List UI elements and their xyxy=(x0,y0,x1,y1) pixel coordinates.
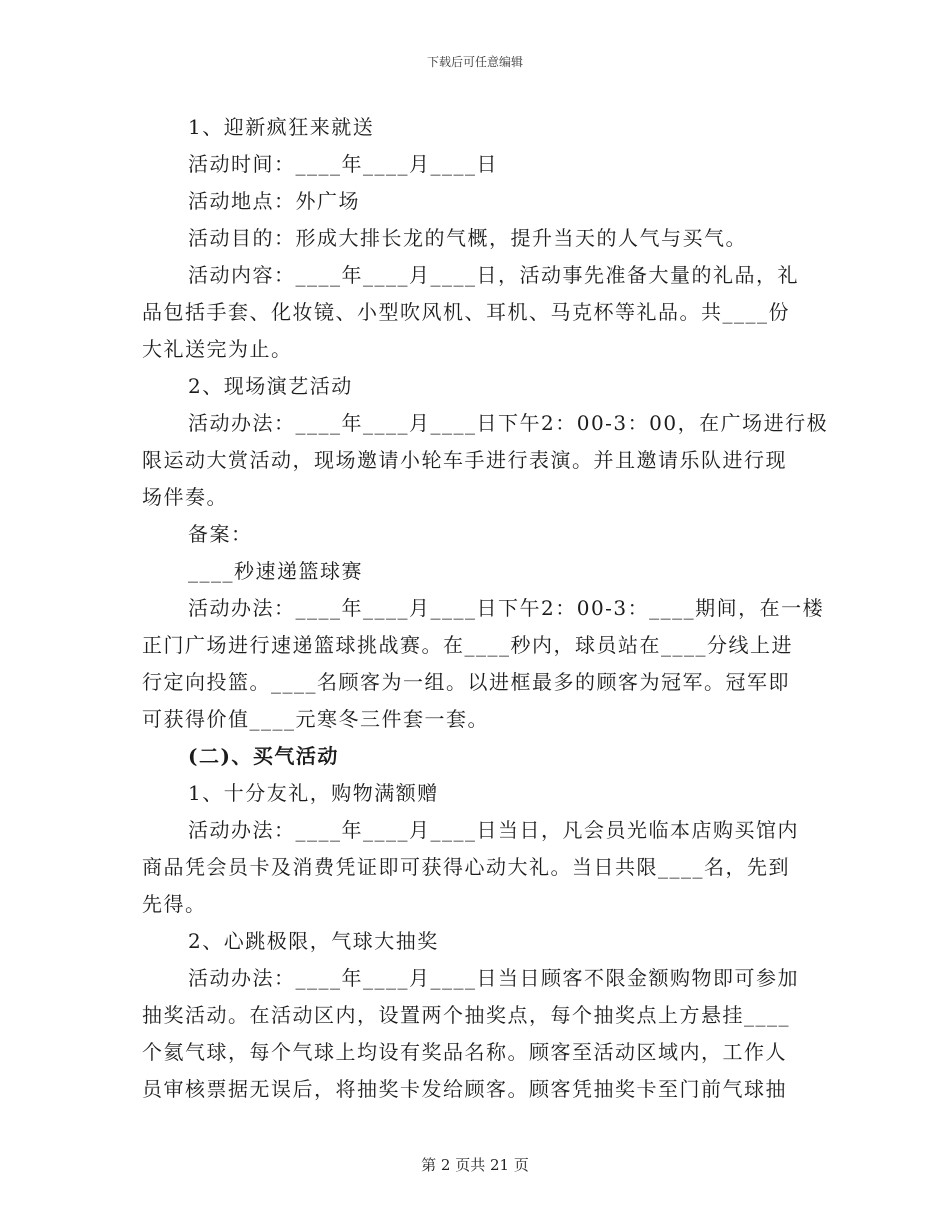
text-line: 活动目的：形成大排长龙的气概，提升当天的人气与买气。 xyxy=(188,226,747,250)
text-line: 商品凭会员卡及消费凭证即可获得心动大礼。当日共限____名，先到 xyxy=(142,855,790,879)
text-line: 2、心跳极限，气球大抽奖 xyxy=(188,929,439,953)
text-line: 品包括手套、化妆镜、小型吹风机、耳机、马克杯等礼品。共____份 xyxy=(142,300,790,324)
activity-method xyxy=(142,405,842,516)
text-line: 先得。 xyxy=(142,892,207,916)
backup-title xyxy=(142,553,842,590)
activity-method xyxy=(142,960,842,1108)
text-line: 限运动大赏活动，现场邀请小轮车手进行表演。并且邀请乐队进行现 xyxy=(142,448,787,472)
text-line: 1、十分友礼，购物满额赠 xyxy=(188,781,439,805)
backup-label xyxy=(142,516,842,553)
text-line: 大礼送完为止。 xyxy=(142,337,293,361)
text-line: (二)、买气活动 xyxy=(188,744,339,768)
activity-content xyxy=(142,257,842,368)
text-line: 活动时间：____年____月____日 xyxy=(188,152,498,176)
text-line: 活动地点：外广场 xyxy=(188,189,360,213)
page-header-note: 下载后可任意编辑 xyxy=(426,55,523,69)
activity-location xyxy=(142,183,842,220)
text-line: 活动办法：____年____月____日下午2：00-3：____期间，在一楼 xyxy=(188,596,825,620)
activity-method xyxy=(142,812,842,923)
text-line: ____秒速递篮球赛 xyxy=(188,559,363,583)
activity-title xyxy=(142,368,842,405)
text-line: 活动内容：____年____月____日，活动事先准备大量的礼品，礼 xyxy=(188,263,799,287)
text-line: 场伴奏。 xyxy=(142,485,228,509)
text-line: 活动办法：____年____月____日当日，凡会员光临本店购买馆内 xyxy=(188,818,799,842)
text-line: 行定向投篮。____名顾客为一组。以进框最多的顾客为冠军。冠军即 xyxy=(142,670,790,694)
document-body xyxy=(142,109,842,1108)
section-heading xyxy=(142,738,842,775)
activity-title xyxy=(142,775,842,812)
text-line: 备案： xyxy=(188,522,253,546)
activity-method xyxy=(142,590,842,738)
text-line: 活动办法：____年____月____日下午2：00-3：00，在广场进行极 xyxy=(188,411,829,435)
text-line: 2、现场演艺活动 xyxy=(188,374,353,398)
text-line: 活动办法：____年____月____日当日顾客不限金额购物即可参加 xyxy=(188,966,799,990)
page-number: 第 2 页共 21 页 xyxy=(421,1156,529,1174)
text-line: 员审核票据无误后，将抽奖卡发给顾客。顾客凭抽奖卡至门前气球抽 xyxy=(142,1077,787,1101)
text-line: 个氦气球，每个气球上均设有奖品名称。顾客至活动区域内，工作人 xyxy=(142,1040,787,1064)
activity-title xyxy=(142,109,842,146)
activity-time xyxy=(142,146,842,183)
text-line: 1、迎新疯狂来就送 xyxy=(188,115,375,139)
text-line: 正门广场进行速递篮球挑战赛。在____秒内，球员站在____分线上进 xyxy=(142,633,793,657)
activity-goal xyxy=(142,220,842,257)
text-line: 抽奖活动。在活动区内，设置两个抽奖点，每个抽奖点上方悬挂____ xyxy=(142,1003,790,1027)
text-line: 可获得价值____元寒冬三件套一套。 xyxy=(142,707,489,731)
activity-title xyxy=(142,923,842,960)
